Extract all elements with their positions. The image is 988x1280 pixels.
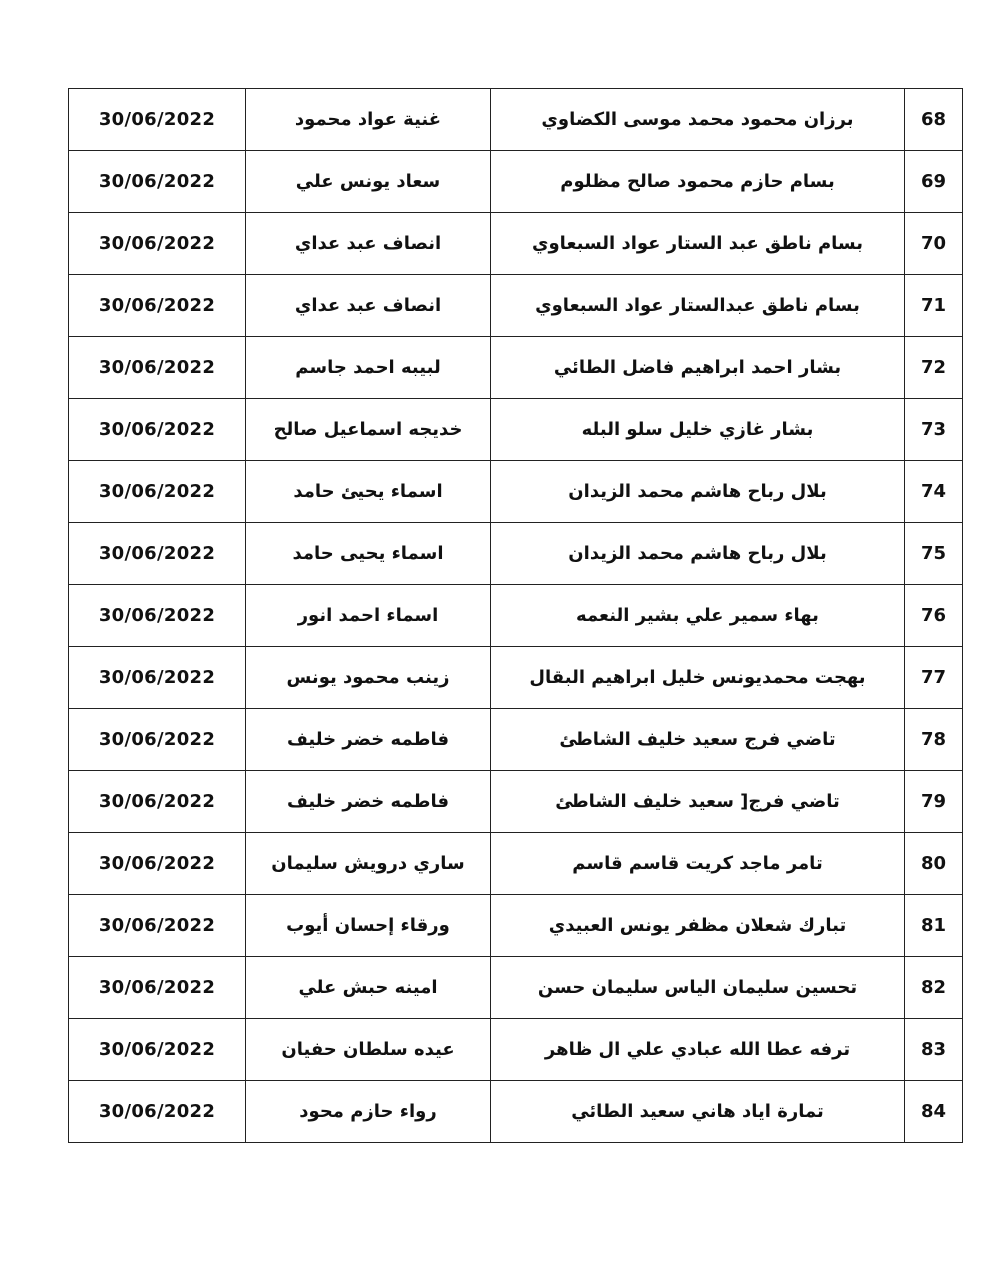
row-number-cell-text: 78 bbox=[920, 729, 947, 750]
full-name-cell bbox=[491, 337, 905, 399]
full-name-cell bbox=[491, 151, 905, 213]
mother-name-cell bbox=[246, 151, 491, 213]
full-name-cell-text: تامر ماجد كريت قاسم قاسم bbox=[572, 853, 823, 874]
full-name-cell bbox=[491, 709, 905, 771]
date-cell bbox=[69, 647, 246, 709]
date-cell-text: 30/06/2022 bbox=[98, 357, 216, 378]
row-number-cell bbox=[905, 213, 963, 275]
row-number-cell-text: 72 bbox=[920, 357, 947, 378]
full-name-cell-text: بشار غازي خليل سلو البله bbox=[581, 419, 814, 440]
mother-name-cell-text: انصاف عبد عداي bbox=[294, 233, 442, 254]
row-number-cell-text: 84 bbox=[920, 1101, 947, 1122]
mother-name-cell bbox=[246, 461, 491, 523]
mother-name-cell bbox=[246, 585, 491, 647]
row-number-cell bbox=[905, 461, 963, 523]
mother-name-cell bbox=[246, 771, 491, 833]
mother-name-cell-text: لبيبه احمد جاسم bbox=[295, 357, 441, 378]
date-cell bbox=[69, 337, 246, 399]
full-name-cell bbox=[491, 957, 905, 1019]
date-cell-text: 30/06/2022 bbox=[98, 729, 216, 750]
date-cell bbox=[69, 833, 246, 895]
full-name-cell bbox=[491, 771, 905, 833]
full-name-cell bbox=[491, 585, 905, 647]
date-cell-text: 30/06/2022 bbox=[98, 667, 216, 688]
date-cell-text: 30/06/2022 bbox=[98, 481, 216, 502]
row-number-cell-text: 77 bbox=[920, 667, 947, 688]
row-number-cell-text: 68 bbox=[920, 109, 947, 130]
date-cell bbox=[69, 523, 246, 585]
date-cell bbox=[69, 585, 246, 647]
date-cell bbox=[69, 1019, 246, 1081]
row-number-cell-text: 81 bbox=[920, 915, 947, 936]
records-sheet bbox=[68, 88, 960, 1143]
date-cell-text: 30/06/2022 bbox=[98, 109, 216, 130]
mother-name-cell-text: اسماء يحيى حامد bbox=[292, 543, 444, 564]
mother-name-cell bbox=[246, 1019, 491, 1081]
table-row bbox=[69, 1019, 963, 1081]
mother-name-cell-text: عيده سلطان حفيان bbox=[281, 1039, 455, 1060]
row-number-cell-text: 75 bbox=[920, 543, 947, 564]
date-cell bbox=[69, 89, 246, 151]
date-cell bbox=[69, 461, 246, 523]
date-cell bbox=[69, 895, 246, 957]
table-row bbox=[69, 771, 963, 833]
table-row bbox=[69, 337, 963, 399]
full-name-cell bbox=[491, 1081, 905, 1143]
date-cell-text: 30/06/2022 bbox=[98, 419, 216, 440]
date-cell bbox=[69, 213, 246, 275]
date-cell bbox=[69, 709, 246, 771]
full-name-cell bbox=[491, 213, 905, 275]
date-cell-text: 30/06/2022 bbox=[98, 977, 216, 998]
full-name-cell-text: بلال رباح هاشم محمد الزيدان bbox=[568, 543, 827, 564]
mother-name-cell-text: زينب محمود يونس bbox=[286, 667, 450, 688]
date-cell bbox=[69, 771, 246, 833]
mother-name-cell-text: اسماء يحيئ حامد bbox=[293, 481, 443, 502]
table-row bbox=[69, 275, 963, 337]
row-number-cell bbox=[905, 895, 963, 957]
table-row bbox=[69, 895, 963, 957]
table-row bbox=[69, 585, 963, 647]
row-number-cell bbox=[905, 647, 963, 709]
row-number-cell-text: 74 bbox=[920, 481, 947, 502]
full-name-cell-text: برزان محمود محمد موسى الكضاوي bbox=[541, 109, 854, 130]
mother-name-cell bbox=[246, 213, 491, 275]
full-name-cell-text: تاضي فرج سعيد خليف الشاطئ bbox=[559, 729, 836, 750]
records-table-body bbox=[69, 89, 963, 1143]
full-name-cell bbox=[491, 1019, 905, 1081]
row-number-cell bbox=[905, 833, 963, 895]
mother-name-cell-text: رواء حازم محود bbox=[299, 1101, 437, 1122]
row-number-cell bbox=[905, 709, 963, 771]
date-cell bbox=[69, 151, 246, 213]
mother-name-cell-text: امينه حبش علي bbox=[298, 977, 438, 998]
row-number-cell bbox=[905, 399, 963, 461]
mother-name-cell bbox=[246, 1081, 491, 1143]
mother-name-cell bbox=[246, 833, 491, 895]
date-cell-text: 30/06/2022 bbox=[98, 295, 216, 316]
row-number-cell-text: 79 bbox=[920, 791, 947, 812]
full-name-cell-text: تحسين سليمان الياس سليمان حسن bbox=[537, 977, 858, 998]
mother-name-cell-text: انصاف عبد عداي bbox=[294, 295, 442, 316]
table-row bbox=[69, 833, 963, 895]
row-number-cell-text: 82 bbox=[920, 977, 947, 998]
full-name-cell bbox=[491, 523, 905, 585]
date-cell-text: 30/06/2022 bbox=[98, 1101, 216, 1122]
row-number-cell-text: 83 bbox=[920, 1039, 947, 1060]
full-name-cell-text: بلال رباح هاشم محمد الزيدان bbox=[568, 481, 827, 502]
row-number-cell bbox=[905, 275, 963, 337]
mother-name-cell bbox=[246, 957, 491, 1019]
row-number-cell bbox=[905, 89, 963, 151]
table-row bbox=[69, 709, 963, 771]
row-number-cell bbox=[905, 151, 963, 213]
mother-name-cell bbox=[246, 709, 491, 771]
full-name-cell-text: بسام ناطق عبدالستار عواد السبعاوي bbox=[535, 295, 860, 316]
table-row bbox=[69, 461, 963, 523]
mother-name-cell-text: ورقاء إحسان أيوب bbox=[286, 915, 450, 936]
date-cell bbox=[69, 1081, 246, 1143]
table-row bbox=[69, 399, 963, 461]
row-number-cell-text: 69 bbox=[920, 171, 947, 192]
row-number-cell bbox=[905, 771, 963, 833]
table-row bbox=[69, 89, 963, 151]
date-cell bbox=[69, 957, 246, 1019]
mother-name-cell-text: سعاد يونس علي bbox=[295, 171, 441, 192]
table-row bbox=[69, 647, 963, 709]
full-name-cell-text: بسام حازم محمود صالح مظلوم bbox=[560, 171, 835, 192]
date-cell bbox=[69, 399, 246, 461]
date-cell-text: 30/06/2022 bbox=[98, 791, 216, 812]
date-cell-text: 30/06/2022 bbox=[98, 171, 216, 192]
full-name-cell bbox=[491, 275, 905, 337]
table-row bbox=[69, 1081, 963, 1143]
full-name-cell-text: تمارة اياد هاني سعيد الطائي bbox=[571, 1101, 824, 1122]
full-name-cell-text: بهجت محمديونس خليل ابراهيم البقال bbox=[529, 667, 866, 688]
date-cell-text: 30/06/2022 bbox=[98, 853, 216, 874]
full-name-cell bbox=[491, 461, 905, 523]
full-name-cell bbox=[491, 895, 905, 957]
mother-name-cell-text: خديجه اسماعيل صالح bbox=[273, 419, 463, 440]
mother-name-cell bbox=[246, 337, 491, 399]
full-name-cell-text: بسام ناطق عبد الستار عواد السبعاوي bbox=[532, 233, 863, 254]
table-row bbox=[69, 151, 963, 213]
row-number-cell-text: 73 bbox=[920, 419, 947, 440]
row-number-cell bbox=[905, 957, 963, 1019]
date-cell-text: 30/06/2022 bbox=[98, 233, 216, 254]
full-name-cell-text: تبارك شعلان مظفر يونس العبيدي bbox=[548, 915, 847, 936]
date-cell-text: 30/06/2022 bbox=[98, 543, 216, 564]
row-number-cell-text: 80 bbox=[920, 853, 947, 874]
table-row bbox=[69, 957, 963, 1019]
table-row bbox=[69, 523, 963, 585]
full-name-cell-text: بهاء سمير علي بشير النعمه bbox=[576, 605, 819, 626]
full-name-cell-text: تاضي فرج[ سعيد خليف الشاطئ bbox=[555, 791, 840, 812]
full-name-cell bbox=[491, 647, 905, 709]
date-cell-text: 30/06/2022 bbox=[98, 1039, 216, 1060]
mother-name-cell-text: اسماء احمد انور bbox=[297, 605, 439, 626]
mother-name-cell-text: فاطمه خضر خليف bbox=[286, 729, 450, 750]
full-name-cell bbox=[491, 399, 905, 461]
mother-name-cell bbox=[246, 399, 491, 461]
row-number-cell-text: 76 bbox=[920, 605, 947, 626]
date-cell-text: 30/06/2022 bbox=[98, 605, 216, 626]
row-number-cell bbox=[905, 523, 963, 585]
mother-name-cell-text: غنية عواد محمود bbox=[294, 109, 442, 130]
row-number-cell bbox=[905, 1081, 963, 1143]
row-number-cell-text: 70 bbox=[920, 233, 947, 254]
row-number-cell bbox=[905, 585, 963, 647]
records-table bbox=[68, 88, 963, 1143]
mother-name-cell-text: ساري درويش سليمان bbox=[271, 853, 465, 874]
date-cell bbox=[69, 275, 246, 337]
full-name-cell-text: بشار احمد ابراهيم فاضل الطائي bbox=[553, 357, 842, 378]
date-cell-text: 30/06/2022 bbox=[98, 915, 216, 936]
mother-name-cell bbox=[246, 895, 491, 957]
row-number-cell bbox=[905, 337, 963, 399]
mother-name-cell bbox=[246, 275, 491, 337]
full-name-cell-text: ترفه عطا الله عبادي علي ال ظاهر bbox=[544, 1039, 851, 1060]
row-number-cell-text: 71 bbox=[920, 295, 947, 316]
mother-name-cell bbox=[246, 647, 491, 709]
mother-name-cell-text: فاطمه خضر خليف bbox=[286, 791, 450, 812]
mother-name-cell bbox=[246, 523, 491, 585]
full-name-cell bbox=[491, 89, 905, 151]
table-row bbox=[69, 213, 963, 275]
row-number-cell bbox=[905, 1019, 963, 1081]
full-name-cell bbox=[491, 833, 905, 895]
mother-name-cell bbox=[246, 89, 491, 151]
